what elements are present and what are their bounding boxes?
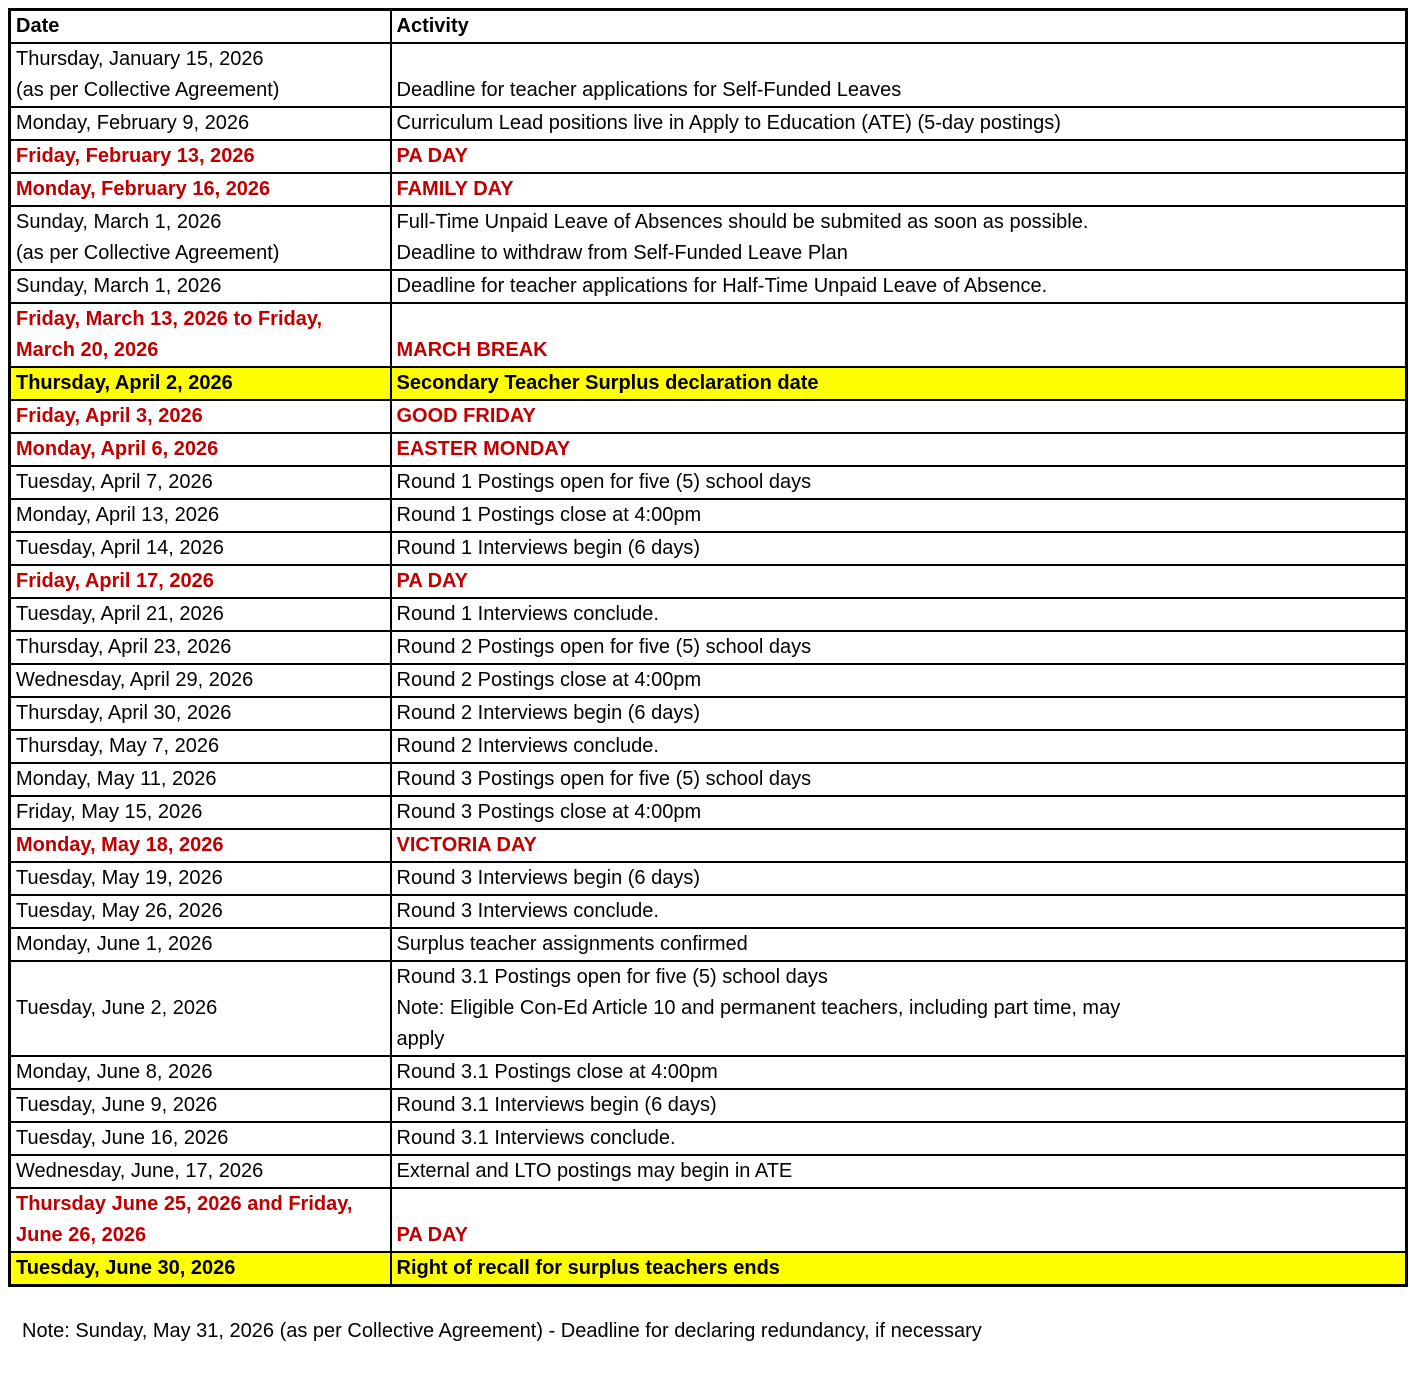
activity-line: Round 3 Interviews conclude.: [396, 900, 659, 922]
activity-line: FAMILY DAY: [396, 178, 514, 200]
activity-cell: [391, 270, 1407, 303]
table-row: [10, 400, 1407, 433]
table-row: [10, 43, 1407, 107]
date-cell: [10, 928, 391, 961]
activity-line: Secondary Teacher Surplus declaration date: [396, 372, 819, 394]
date-cell: [10, 664, 391, 697]
table-row: [10, 1155, 1407, 1188]
date-cell: [10, 173, 391, 206]
activity-line: Round 2 Postings open for five (5) school days: [396, 636, 812, 658]
activity-cell: [391, 829, 1407, 862]
activity-cell: [391, 532, 1407, 565]
date-line: Tuesday, April 7, 2026: [16, 471, 213, 493]
date-cell: [10, 43, 391, 107]
date-cell: [10, 303, 391, 367]
date-line: Monday, June 8, 2026: [16, 1061, 213, 1083]
table-row: [10, 173, 1407, 206]
header-date: Date: [10, 10, 391, 44]
table-row: [10, 928, 1407, 961]
table-row: [10, 107, 1407, 140]
table-row: [10, 862, 1407, 895]
activity-cell: [391, 499, 1407, 532]
activity-line: Surplus teacher assignments confirmed: [396, 933, 748, 955]
activity-cell: [391, 763, 1407, 796]
activity-line: Deadline for teacher applications for Self-Funded Leaves: [396, 79, 902, 101]
date-line: Sunday, March 1, 2026: [16, 211, 222, 233]
activity-cell: [391, 400, 1407, 433]
date-cell: [10, 433, 391, 466]
activity-cell: [391, 1155, 1407, 1188]
table-row: [10, 631, 1407, 664]
table-row: [10, 433, 1407, 466]
table-row: [10, 598, 1407, 631]
activity-line: Round 2 Interviews begin (6 days): [396, 702, 700, 724]
table-row: [10, 565, 1407, 598]
date-cell: [10, 631, 391, 664]
activity-cell: [391, 1188, 1407, 1252]
table-row: [10, 829, 1407, 862]
date-line: Tuesday, April 21, 2026: [16, 603, 224, 625]
date-cell: [10, 367, 391, 400]
date-cell: [10, 895, 391, 928]
date-cell: [10, 206, 391, 270]
activity-line: Round 1 Interviews conclude.: [396, 603, 659, 625]
date-line: Friday, April 17, 2026: [16, 570, 214, 592]
date-line: Monday, April 13, 2026: [16, 504, 220, 526]
table-row: [10, 367, 1407, 400]
activity-cell: [391, 730, 1407, 763]
date-line: Thursday June 25, 2026 and Friday,: [16, 1193, 353, 1215]
date-cell: [10, 730, 391, 763]
date-cell: [10, 1188, 391, 1252]
date-cell: [10, 829, 391, 862]
activity-cell: [391, 1252, 1407, 1286]
activity-cell: [391, 466, 1407, 499]
date-line: Tuesday, June 16, 2026: [16, 1127, 229, 1149]
date-line: Wednesday, June, 17, 2026: [16, 1160, 264, 1182]
date-cell: [10, 763, 391, 796]
date-line: Wednesday, April 29, 2026: [16, 669, 254, 691]
date-cell: [10, 796, 391, 829]
date-line: Friday, March 13, 2026 to Friday,: [16, 308, 323, 330]
table-row: [10, 796, 1407, 829]
date-line: Sunday, March 1, 2026: [16, 275, 222, 297]
date-line: Friday, February 13, 2026: [16, 145, 255, 167]
date-line: March 20, 2026: [16, 339, 159, 361]
activity-line: Round 3 Postings open for five (5) school days: [396, 768, 812, 790]
activity-line: GOOD FRIDAY: [396, 405, 536, 427]
activity-line: Deadline to withdraw from Self-Funded Leave Plan: [396, 242, 848, 264]
activity-line: Round 1 Postings open for five (5) school days: [396, 471, 812, 493]
date-line: Thursday, April 23, 2026: [16, 636, 232, 658]
date-cell: [10, 1252, 391, 1286]
activity-line: Full-Time Unpaid Leave of Absences should be submited as soon as possible.: [396, 211, 1089, 233]
date-cell: [10, 466, 391, 499]
activity-cell: [391, 206, 1407, 270]
activity-line: Deadline for teacher applications for Half-Time Unpaid Leave of Absence.: [396, 275, 1048, 297]
activity-cell: [391, 796, 1407, 829]
table-row: [10, 270, 1407, 303]
table-row: [10, 1122, 1407, 1155]
activity-cell: [391, 697, 1407, 730]
date-cell: [10, 1056, 391, 1089]
table-row: [10, 499, 1407, 532]
date-line: Tuesday, June 9, 2026: [16, 1094, 218, 1116]
date-cell: [10, 697, 391, 730]
activity-line: EASTER MONDAY: [396, 438, 571, 460]
date-cell: [10, 961, 391, 1056]
table-row: [10, 730, 1407, 763]
activity-cell: [391, 43, 1407, 107]
activity-line: PA DAY: [396, 145, 469, 167]
date-cell: [10, 598, 391, 631]
footer-note: Note: Sunday, May 31, 2026 (as per Collective Agreement) - Deadline for declaring redundancy, if necessary: [22, 1320, 982, 1342]
date-line: Monday, February 9, 2026: [16, 112, 250, 134]
activity-cell: [391, 565, 1407, 598]
activity-line: External and LTO postings may begin in ATE: [396, 1160, 793, 1182]
date-cell: [10, 270, 391, 303]
date-line: Thursday, May 7, 2026: [16, 735, 220, 757]
date-line: Monday, February 16, 2026: [16, 178, 271, 200]
activity-line: Round 3.1 Interviews conclude.: [396, 1127, 676, 1149]
activity-line: Right of recall for surplus teachers ends: [396, 1257, 780, 1279]
activity-cell: [391, 664, 1407, 697]
activity-line: Note: Eligible Con-Ed Article 10 and permanent teachers, including part time, may: [396, 997, 1121, 1019]
activity-line: MARCH BREAK: [396, 339, 548, 361]
date-cell: [10, 532, 391, 565]
date-line: Monday, June 1, 2026: [16, 933, 213, 955]
date-line: Thursday, April 30, 2026: [16, 702, 232, 724]
schedule-table: [8, 8, 1408, 1287]
date-cell: [10, 140, 391, 173]
activity-line: Curriculum Lead positions live in Apply to Education (ATE) (5-day postings): [396, 112, 1061, 134]
activity-cell: [391, 895, 1407, 928]
activity-line: Round 1 Interviews begin (6 days): [396, 537, 700, 559]
date-line: Thursday, April 2, 2026: [16, 372, 233, 394]
table-row: [10, 1056, 1407, 1089]
activity-cell: [391, 961, 1407, 1056]
table-row: [10, 763, 1407, 796]
date-line: Friday, April 3, 2026: [16, 405, 203, 427]
activity-cell: [391, 367, 1407, 400]
date-cell: [10, 1122, 391, 1155]
activity-cell: [391, 433, 1407, 466]
table-row: [10, 1252, 1407, 1286]
date-line: Friday, May 15, 2026: [16, 801, 203, 823]
activity-line: Round 3.1 Interviews begin (6 days): [396, 1094, 717, 1116]
date-cell: [10, 1155, 391, 1188]
date-line: Monday, May 11, 2026: [16, 768, 217, 790]
activity-line: Round 2 Postings close at 4:00pm: [396, 669, 702, 691]
date-line: Thursday, January 15, 2026: [16, 48, 264, 70]
table-row: [10, 206, 1407, 270]
activity-cell: [391, 631, 1407, 664]
date-cell: [10, 400, 391, 433]
date-cell: [10, 499, 391, 532]
table-row: [10, 961, 1407, 1056]
activity-line: Round 3 Interviews begin (6 days): [396, 867, 700, 889]
date-line: Tuesday, May 19, 2026: [16, 867, 223, 889]
date-line: Tuesday, May 26, 2026: [16, 900, 223, 922]
table-row: [10, 1089, 1407, 1122]
date-line: June 26, 2026: [16, 1224, 147, 1246]
activity-line: Round 1 Postings close at 4:00pm: [396, 504, 702, 526]
header-activity: Activity: [391, 10, 1407, 44]
activity-cell: [391, 928, 1407, 961]
date-line: Tuesday, June 30, 2026: [16, 1257, 236, 1279]
table-header-row: [10, 10, 1407, 44]
activity-cell: [391, 1122, 1407, 1155]
table-row: [10, 466, 1407, 499]
date-line: Tuesday, April 14, 2026: [16, 537, 224, 559]
table-row: [10, 140, 1407, 173]
activity-line: Round 2 Interviews conclude.: [396, 735, 659, 757]
activity-cell: [391, 862, 1407, 895]
table-row: [10, 303, 1407, 367]
activity-cell: [391, 303, 1407, 367]
table-row: [10, 1188, 1407, 1252]
date-cell: [10, 107, 391, 140]
activity-cell: [391, 173, 1407, 206]
date-line: Tuesday, June 2, 2026: [16, 997, 218, 1019]
date-line: Monday, April 6, 2026: [16, 438, 219, 460]
activity-line: Round 3 Postings close at 4:00pm: [396, 801, 702, 823]
table-row: [10, 895, 1407, 928]
table-row: [10, 697, 1407, 730]
table-row: [10, 664, 1407, 697]
activity-line: PA DAY: [396, 570, 469, 592]
activity-line: apply: [396, 1028, 445, 1050]
date-line: Monday, May 18, 2026: [16, 834, 224, 856]
date-cell: [10, 565, 391, 598]
activity-cell: [391, 598, 1407, 631]
date-cell: [10, 862, 391, 895]
date-line: (as per Collective Agreement): [16, 79, 280, 101]
date-cell: [10, 1089, 391, 1122]
activity-line: Round 3.1 Postings close at 4:00pm: [396, 1061, 718, 1083]
date-line: (as per Collective Agreement): [16, 242, 280, 264]
activity-cell: [391, 140, 1407, 173]
table-row: [10, 532, 1407, 565]
activity-line: PA DAY: [396, 1224, 469, 1246]
activity-line: Round 3.1 Postings open for five (5) school days: [396, 966, 828, 988]
activity-line: VICTORIA DAY: [396, 834, 537, 856]
activity-cell: [391, 1056, 1407, 1089]
activity-cell: [391, 107, 1407, 140]
activity-cell: [391, 1089, 1407, 1122]
